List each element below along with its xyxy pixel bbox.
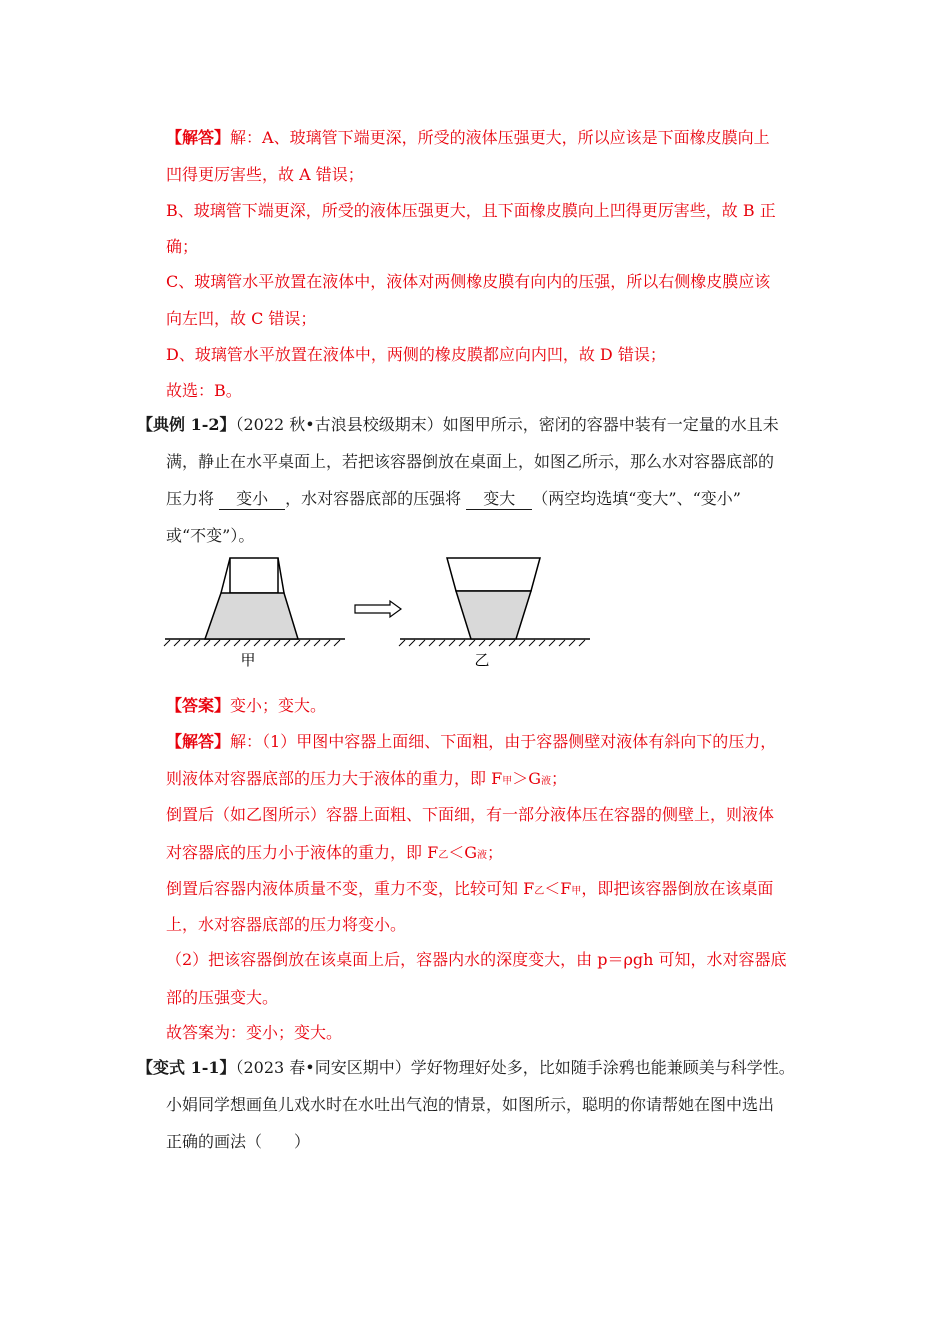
container-figure — [0, 548, 950, 678]
example-line-3 — [166, 488, 741, 510]
blank-1-text: 变小 — [236, 489, 269, 508]
solution-label: 【解答】 — [166, 128, 231, 147]
solution-line-8: 部的压强变大。 — [166, 988, 279, 1007]
answer-line-7: D、玻璃管水平放置在液体中，两侧的橡皮膜都应向内凹，故 D 错误； — [166, 345, 666, 364]
s2-a: 则液体对容器底部的压力大于液体的重力，即 F — [166, 769, 503, 788]
solution-line-2 — [166, 768, 567, 793]
example-label: 【典例 1-2】 — [137, 415, 236, 434]
answer-blank-1 — [219, 489, 285, 510]
water-left — [205, 593, 298, 639]
question-text-a: 压力将 — [166, 489, 215, 508]
answer-line-3: B、玻璃管下端更深，所受的液体压强更大，且下面橡皮膜向上凹得更厉害些，故 B 正 — [166, 201, 776, 220]
s4-c: ； — [487, 843, 504, 862]
s5-b: ＜F — [544, 879, 572, 898]
answer2-line-1 — [166, 695, 326, 717]
question-text-c: （两空均选填“变大”、“变小” — [532, 489, 741, 508]
answer-label: 【答案】 — [166, 696, 231, 715]
label-jia: 甲 — [240, 651, 256, 669]
answer-line-4: 确； — [166, 237, 199, 256]
s4-sub2: 液 — [477, 850, 487, 861]
answer-line-5: C、玻璃管水平放置在液体中，液体对两侧橡皮膜有向内的压强，所以右侧橡皮膜应该 — [166, 272, 771, 291]
example-line-1 — [137, 414, 779, 436]
variant-text-1: （2023 春•同安区期中）学好物理好处多，比如随手涂鸦也能兼顾美与科学性。 — [235, 1058, 795, 1077]
container-top-right — [447, 558, 540, 591]
s4-sub1: 乙 — [438, 850, 449, 861]
s5-sub2: 甲 — [571, 886, 582, 897]
s5-a: 倒置后容器内液体质量不变，重力不变，比较可知 F — [166, 879, 535, 898]
s4-b: ＜G — [448, 843, 477, 862]
answer-line-1 — [166, 127, 770, 149]
example-text: 如图甲所示，密闭的容器中装有一定量的水且未 — [442, 415, 779, 434]
s4-a: 对容器底的压力小于液体的重力，即 F — [166, 843, 439, 862]
solution-line-5 — [166, 878, 773, 903]
solution-line-4 — [166, 842, 503, 867]
s2-c: ； — [551, 769, 568, 788]
s2-sub1: 甲 — [502, 776, 513, 787]
arrow — [355, 601, 401, 617]
water-right — [456, 591, 531, 639]
variant-line-3: 正确的画法（ ） — [166, 1132, 311, 1151]
s5-sub1: 乙 — [534, 886, 545, 897]
variant-label: 【变式 1-1】 — [137, 1058, 236, 1077]
solution-line-7: （2）把该容器倒放在该桌面上后，容器内水的深度变大，由 p＝ρgh 可知，水对容器底 — [166, 950, 787, 969]
solution-line-3: 倒置后（如乙图所示）容器上面粗、下面细，有一部分液体压在容器的侧壁上，则液体 — [166, 805, 775, 824]
answer-blank-2 — [466, 489, 532, 510]
s2-b: ＞G — [512, 769, 541, 788]
figure-jia — [164, 558, 345, 669]
variant-line-1 — [137, 1057, 795, 1079]
blank-2-text: 变大 — [483, 489, 516, 508]
solution-line-1 — [166, 731, 776, 753]
variant-line-2: 小娟同学想画鱼儿戏水时在水吐出气泡的情景，如图所示，聪明的你请帮她在图中选出 — [166, 1095, 775, 1114]
solution-label-2: 【解答】 — [166, 732, 231, 751]
answer-value: 变小；变大。 — [230, 696, 327, 715]
answer-line-8: 故选：B。 — [166, 381, 242, 400]
answer-line-6: 向左凹，故 C 错误； — [166, 309, 317, 328]
example-line-4: 或“不变”）。 — [166, 526, 255, 545]
question-text-b: ，水对容器底部的压强将 — [285, 489, 462, 508]
example-source: （2022 秋•古浪县校级期末） — [235, 415, 443, 434]
solution-line-9: 故答案为：变小；变大。 — [166, 1023, 343, 1042]
example-line-2: 满，静止在水平桌面上，若把该容器倒放在桌面上，如图乙所示，那么水对容器底部的 — [166, 452, 775, 471]
answer-line-2: 凹得更厉害些，故 A 错误； — [166, 165, 364, 184]
solution-line-6: 上，水对容器底部的压力将变小。 — [166, 915, 407, 934]
figure-yi — [399, 558, 590, 669]
solution-text-1: 解：（1）甲图中容器上面细、下面粗，由于容器侧壁对液体有斜向下的压力， — [230, 732, 777, 751]
s2-sub2: 液 — [541, 776, 551, 787]
answer-text: 解：A、玻璃管下端更深，所受的液体压强更大，所以应该是下面橡皮膜向上 — [230, 128, 770, 147]
label-yi: 乙 — [474, 651, 490, 669]
s5-c: ，即把该容器倒放在该桌面 — [581, 879, 774, 898]
container-top-left — [230, 558, 278, 593]
